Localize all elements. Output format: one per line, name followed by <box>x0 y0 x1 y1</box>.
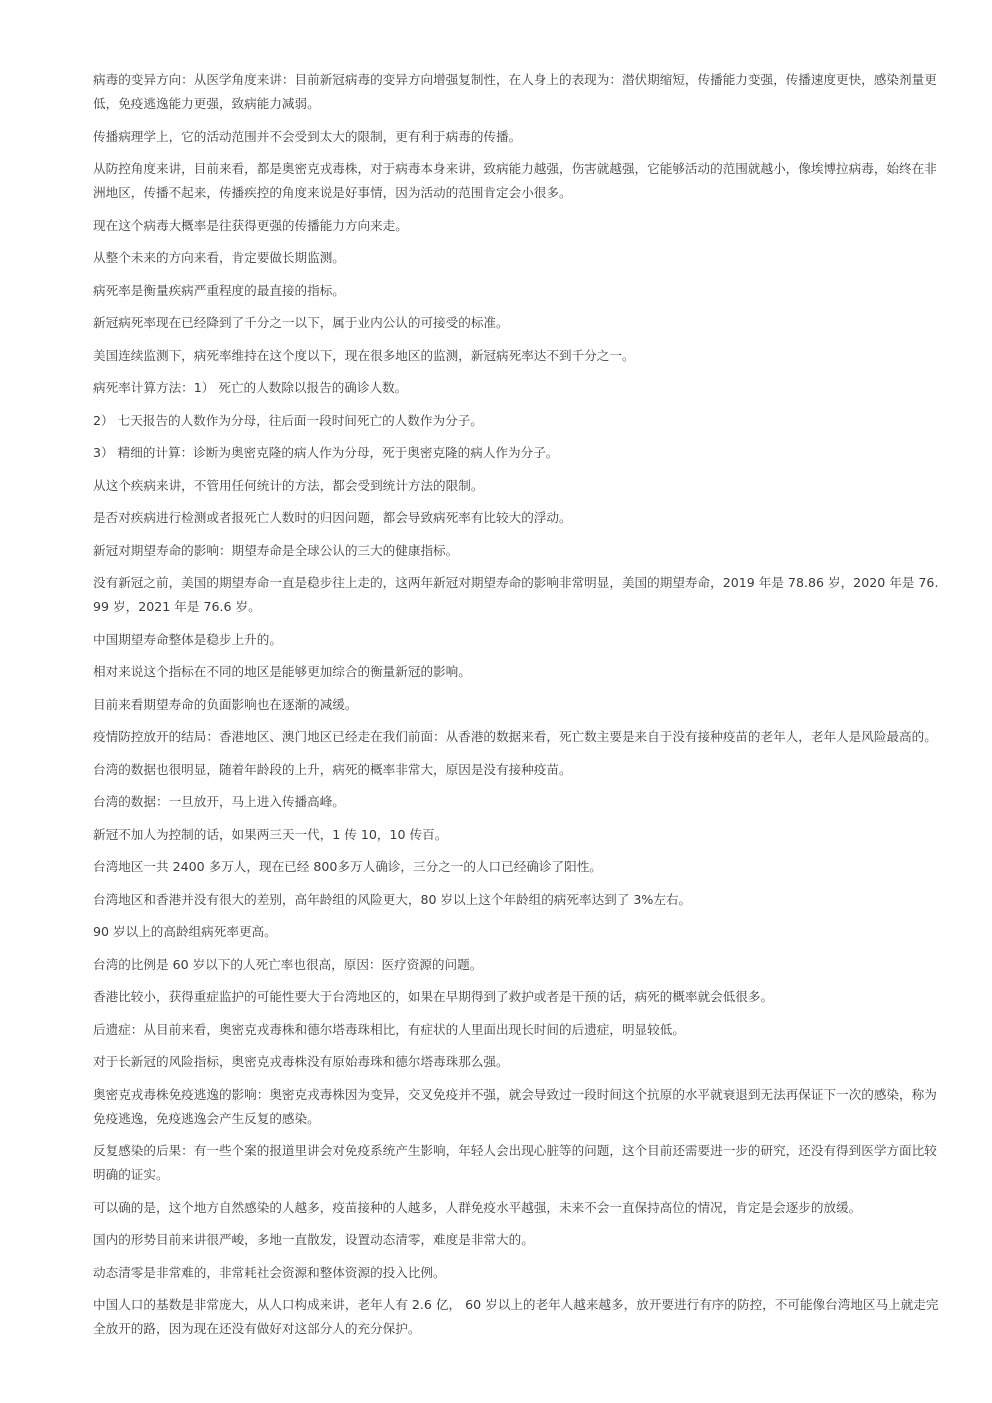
paragraph: 传播病理学上，它的活动范围并不会受到太大的限制，更有利于病毒的传播。 <box>93 128 522 144</box>
paragraph: 2） 七天报告的人数作为分母，往后面一段时间死亡的人数作为分子。 <box>93 412 483 428</box>
paragraph: 中国期望寿命整体是稳步上升的。 <box>93 631 282 647</box>
paragraph: 台湾的数据：一旦放开，马上进入传播高峰。 <box>93 794 345 809</box>
paragraph: 病死率计算方法：1） 死亡的人数除以报告的确诊人数。 <box>93 380 408 395</box>
paragraph: 新冠不加人为控制的话，如果两三天一代，1 传 10，10 传百。 <box>93 826 448 842</box>
document-body <box>93 68 945 1350</box>
paragraph: 香港比较小，获得重症监护的可能性要大于台湾地区的，如果在早期得到了救护或者是干预的话，病死的概率就会低很多。 <box>93 989 774 1004</box>
paragraph: 目前来看期望寿命的负面影响也在逐渐的减缓。 <box>93 696 358 712</box>
paragraph: 病死率是衡量疾病严重程度的最直接的指标。 <box>93 282 345 298</box>
paragraph: 从整个未来的方向来看，肯定要做长期监测。 <box>93 250 345 265</box>
paragraph: 台湾地区一共 2400 多万人，现在已经 800多万人确诊，三分之一的人口已经确诊了阳性。 <box>93 859 602 874</box>
paragraph: 奥密克戎毒株免疫逃逸的影响：奥密克戎毒株因为变异，交叉免疫并不强，就会导致过一段时间这个抗原的水平就衰退到无法再保证下一次的感染，称为免疫逃逸，免疫逃逸会产生反复的感染。 <box>93 1086 937 1126</box>
paragraph: 现在这个病毒大概率是往获得更强的传播能力方向来走。 <box>93 217 408 233</box>
paragraph: 从防控角度来讲，目前来看，都是奥密克戎毒株，对于病毒本身来讲，致病能力越强，伤害就越强，它能够活动的范围就越小，像埃博拉病毒，始终在非洲地区，传播不起来，传播疾控的角度来说是好事情，因为活动的范围肯定会小很多。 <box>93 161 937 200</box>
paragraph: 病毒的变异方向：从医学角度来讲：目前新冠病毒的变异方向增强复制性，在人身上的表现为：潜伏期缩短，传播能力变强，传播速度更快，感染剂量更低，免疫逃逸能力更强，致病能力减弱。 <box>93 72 937 111</box>
paragraph: 台湾的数据也很明显，随着年龄段的上升，病死的概率非常大，原因是没有接种疫苗。 <box>93 761 572 777</box>
paragraph: 后遗症：从目前来看，奥密克戎毒株和德尔塔毒珠相比，有症状的人里面出现长时间的后遗症，明显较低。 <box>93 1021 685 1037</box>
paragraph: 相对来说这个指标在不同的地区是能够更加综合的衡量新冠的影响。 <box>93 664 471 679</box>
paragraph: 疫情防控放开的结局：香港地区、澳门地区已经走在我们前面：从香港的数据来看，死亡数主要是来自于没有接种疫苗的老年人，老年人是风险最高的。 <box>93 729 937 744</box>
paragraph: 可以确的是，这个地方自然感染的人越多，疫苗接种的人越多，人群免疫水平越强，未来不会一直保持高位的情况，肯定是会逐步的放缓。 <box>93 1199 862 1215</box>
paragraph: 动态清零是非常难的，非常耗社会资源和整体资源的投入比例。 <box>93 1264 446 1280</box>
paragraph: 中国人口的基数是非常庞大，从人口构成来讲，老年人有 2.6 亿， 60 岁以上的老年人越来越多，放开要进行有序的防控，不可能像台湾地区马上就走完全放开的路，因为现在还没有做好对这部分人的充分保护。 <box>93 1297 939 1336</box>
paragraph: 国内的形势目前来讲很严峻，多地一直散发，设置动态清零，难度是非常大的。 <box>93 1232 534 1247</box>
paragraph: 台湾的比例是 60 岁以下的人死亡率也很高，原因：医疗资源的问题。 <box>93 956 483 972</box>
paragraph: 是否对疾病进行检测或者报死亡人数时的归因问题，都会导致病死率有比较大的浮动。 <box>93 510 572 525</box>
paragraph: 从这个疾病来讲，不管用任何统计的方法，都会受到统计方法的限制。 <box>93 477 484 493</box>
paragraph: 台湾地区和香港并没有很大的差别，高年龄组的风险更大，80 岁以上这个年龄组的病死率达到了 3%左右。 <box>93 891 692 907</box>
paragraph: 新冠对期望寿命的影响：期望寿命是全球公认的三大的健康指标。 <box>93 542 459 558</box>
paragraph: 反复感染的后果：有一些个案的报道里讲会对免疫系统产生影响，年轻人会出现心脏等的问题，这个目前还需要进一步的研究，还没有得到医学方面比较明确的证实。 <box>93 1143 937 1182</box>
paragraph: 新冠病死率现在已经降到了千分之一以下，属于业内公认的可接受的标准。 <box>93 315 509 330</box>
paragraph: 3） 精细的计算：诊断为奥密克隆的病人作为分母，死于奥密克隆的病人作为分子。 <box>93 445 559 460</box>
paragraph: 没有新冠之前，美国的期望寿命一直是稳步往上走的，这两年新冠对期望寿命的影响非常明显，美国的期望寿命，2019 年是 78.86 岁，2020 年是 76.99 岁，2021 年是 76.6 岁。 <box>93 575 939 614</box>
paragraph: 美国连续监测下，病死率维持在这个度以下，现在很多地区的监测，新冠病死率达不到千分之一。 <box>93 347 635 363</box>
paragraph: 对于长新冠的风险指标，奥密克戎毒株没有原始毒珠和德尔塔毒珠那么强。 <box>93 1054 509 1069</box>
paragraph: 90 岁以上的高龄组病死率更高。 <box>93 924 277 939</box>
